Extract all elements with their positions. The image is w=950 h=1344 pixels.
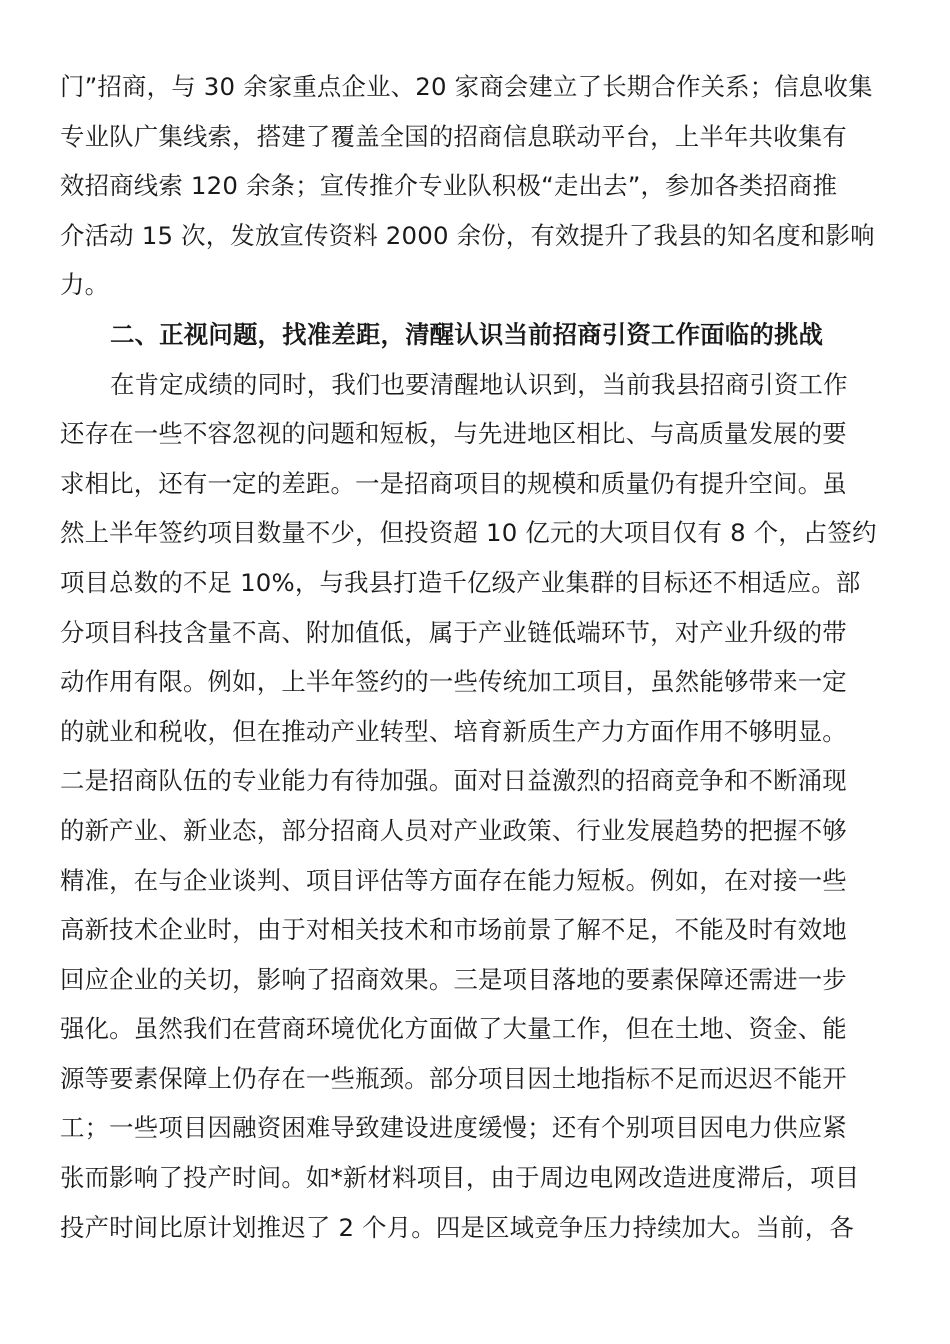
text-line: 力。 — [60, 270, 110, 300]
text-line: 张而影响了投产时间。如*新材料项目，由于周边电网改造进度滞后，项目 — [60, 1163, 860, 1193]
text-line: 投产时间比原计划推迟了 2 个月。四是区域竞争压力持续加大。当前，各 — [60, 1212, 854, 1242]
document-page — [60, 62, 890, 1252]
text-line: 强化。虽然我们在营商环境优化方面做了大量工作，但在土地、资金、能 — [60, 1014, 847, 1044]
paragraph-first-line: 在肯定成绩的同时，我们也要清醒地认识到，当前我县招商引资工作 — [110, 369, 848, 399]
text-line: 回应企业的关切，影响了招商效果。三是项目落地的要素保障还需进一步 — [60, 964, 847, 994]
text-line: 求相比，还有一定的差距。一是招商项目的规模和质量仍有提升空间。虽 — [60, 468, 847, 498]
text-line: 工；一些项目因融资困难导致建设进度缓慢；还有个别项目因电力供应紧 — [60, 1113, 847, 1143]
text-line: 动作用有限。例如，上半年签约的一些传统加工项目，虽然能够带来一定 — [60, 667, 847, 697]
text-line: 还存在一些不容忽视的问题和短板，与先进地区相比、与高质量发展的要 — [60, 419, 847, 449]
text-line: 然上半年签约项目数量不少，但投资超 10 亿元的大项目仅有 8 个，占签约 — [60, 518, 877, 548]
text-line: 专业队广集线索，搭建了覆盖全国的招商信息联动平台，上半年共收集有 — [60, 121, 847, 151]
text-line: 二是招商队伍的专业能力有待加强。面对日益激烈的招商竞争和不断涌现 — [60, 766, 847, 796]
section-heading: 二、正视问题，找准差距，清醒认识当前招商引资工作面临的挑战 — [110, 319, 824, 349]
text-line: 精准，在与企业谈判、项目评估等方面存在能力短板。例如，在对接一些 — [60, 865, 847, 895]
text-line: 的新产业、新业态，部分招商人员对产业政策、行业发展趋势的把握不够 — [60, 815, 847, 845]
text-line: 效招商线索 120 余条；宣传推介专业队积极“走出去”，参加各类招商推 — [60, 171, 838, 201]
text-line: 分项目科技含量不高、附加值低，属于产业链低端环节，对产业升级的带 — [60, 617, 847, 647]
text-line: 介活动 15 次，发放宣传资料 2000 余份，有效提升了我县的知名度和影响 — [60, 220, 875, 250]
text-line: 高新技术企业时，由于对相关技术和市场前景了解不足，不能及时有效地 — [60, 915, 847, 945]
text-line: 项目总数的不足 10%，与我县打造千亿级产业集群的目标还不相适应。部 — [60, 567, 861, 597]
text-line: 的就业和税收，但在推动产业转型、培育新质生产力方面作用不够明显。 — [60, 716, 847, 746]
text-line: 源等要素保障上仍存在一些瓶颈。部分项目因土地指标不足而迟迟不能开 — [60, 1063, 847, 1093]
text-line: 门”招商，与 30 余家重点企业、20 家商会建立了长期合作关系；信息收集 — [60, 72, 873, 101]
